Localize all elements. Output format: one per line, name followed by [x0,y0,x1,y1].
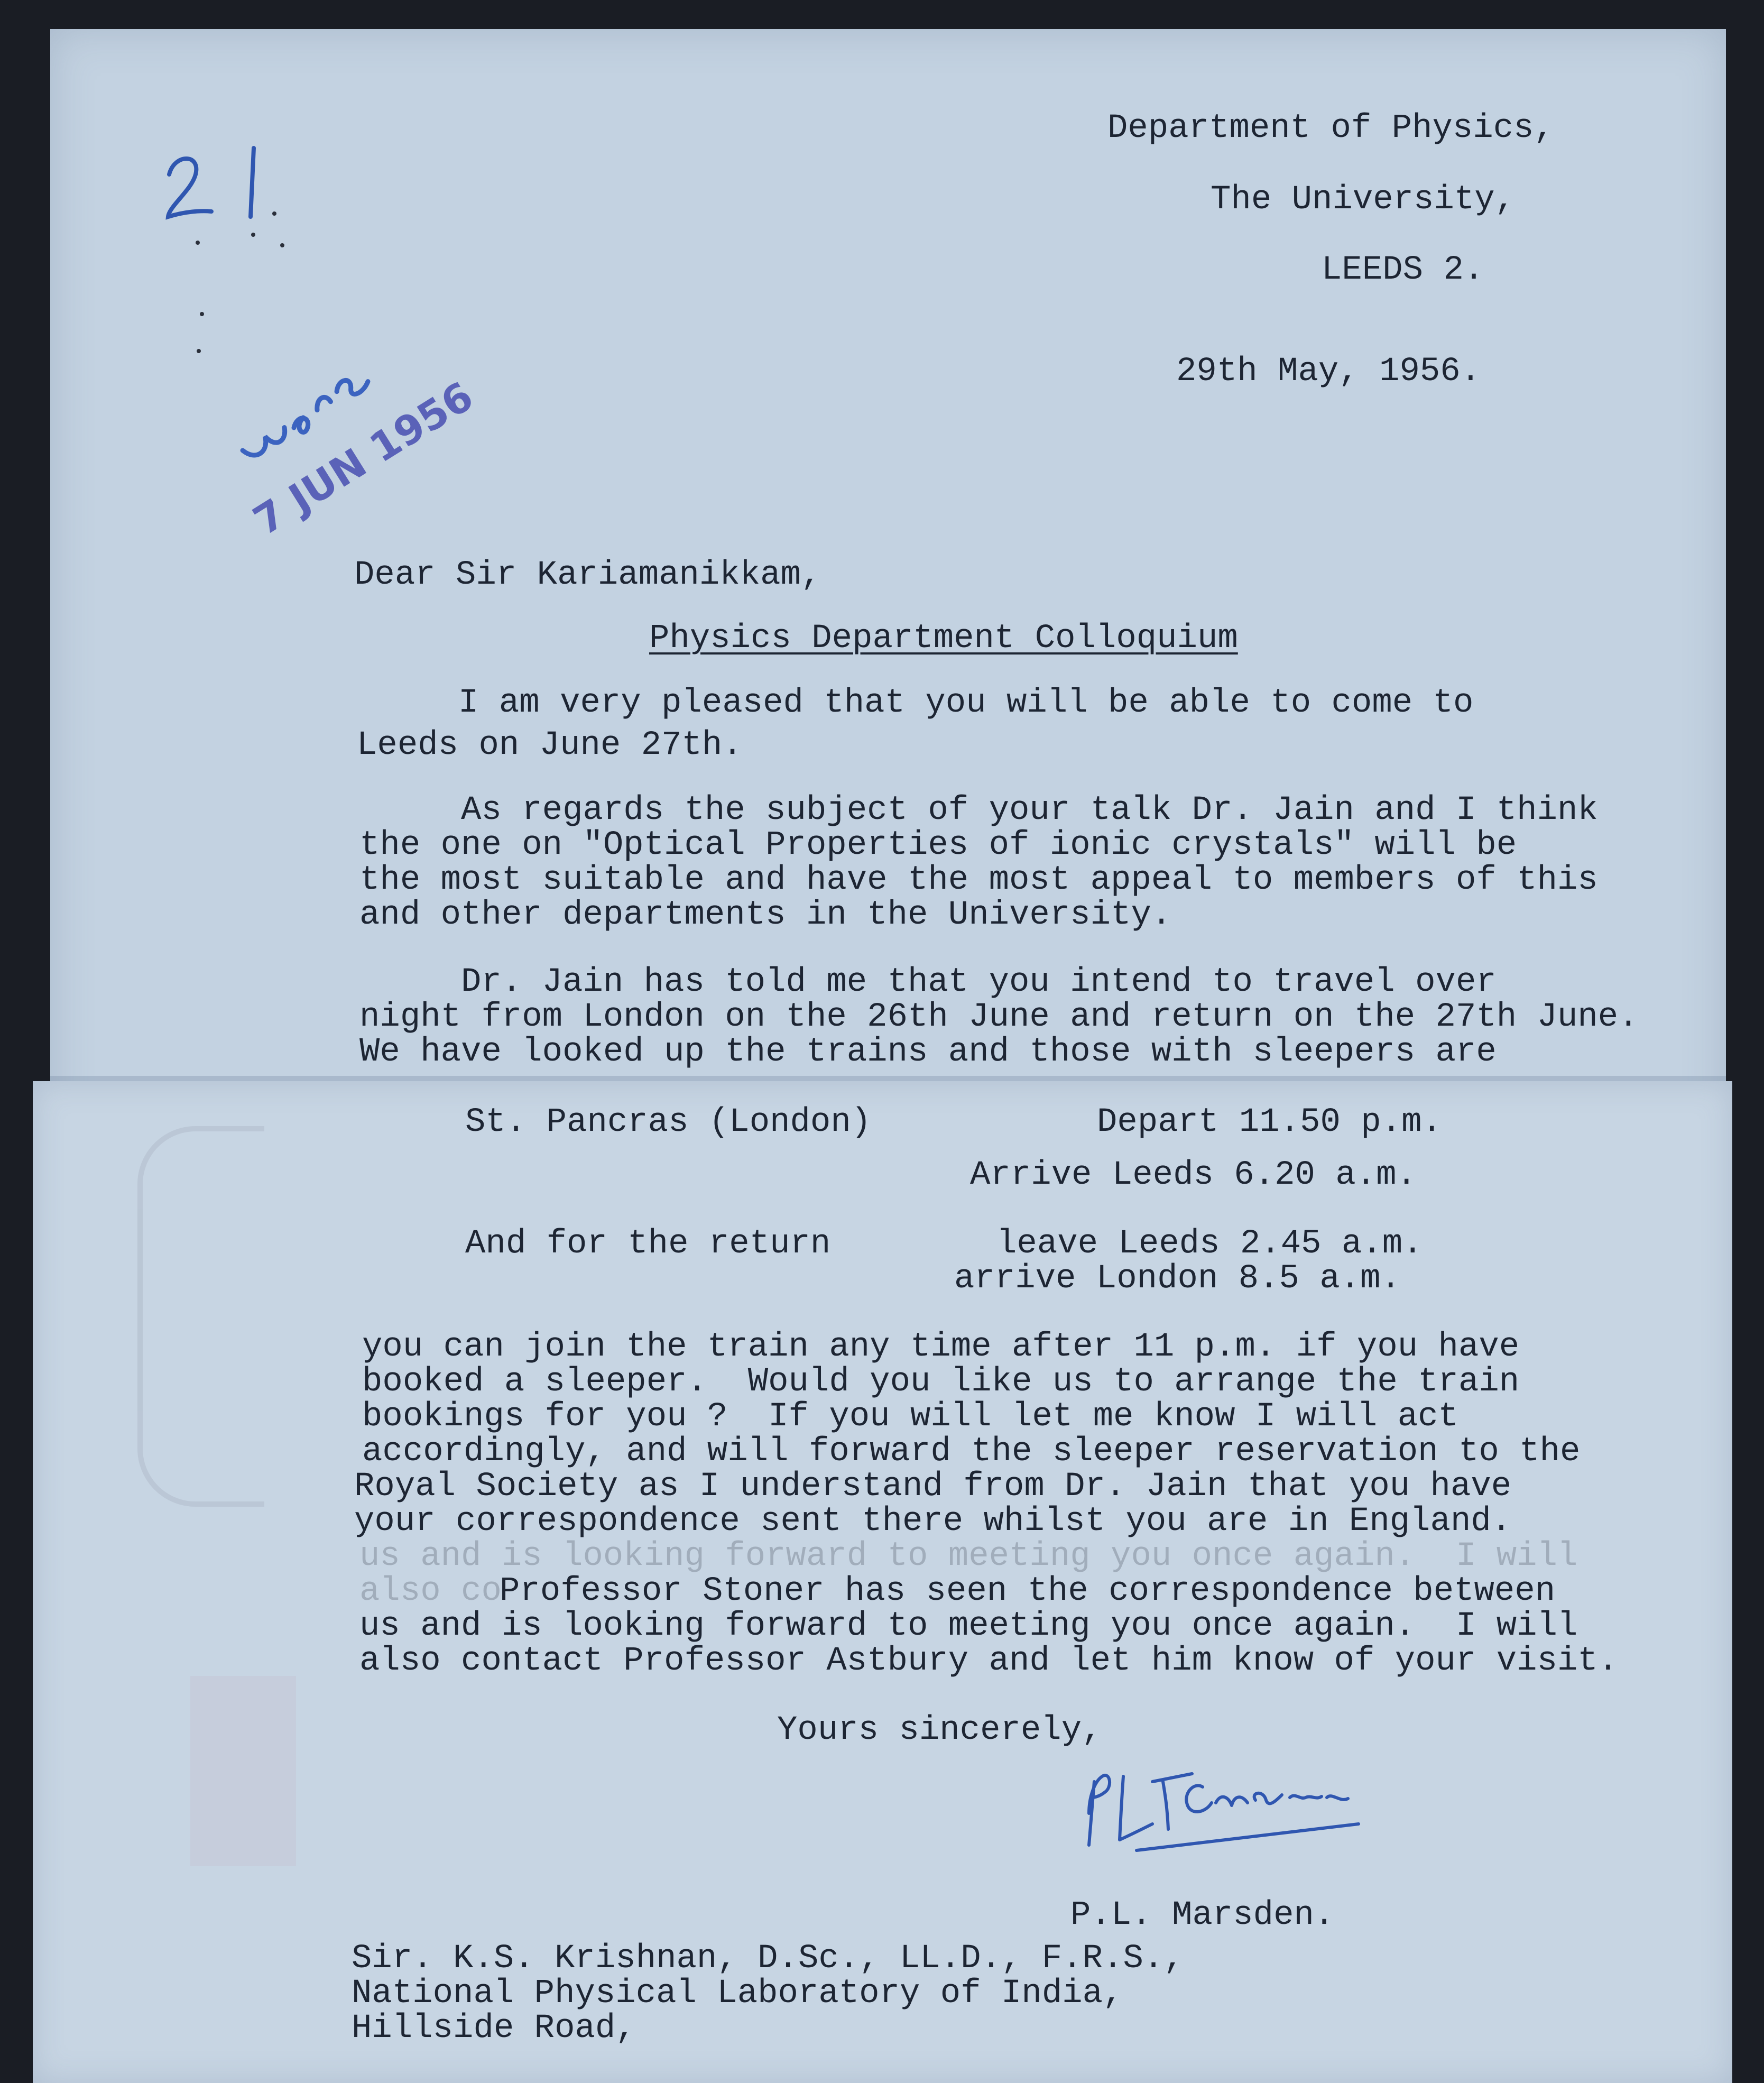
ghost-typing-line: us and is looking forward to meeting you once again. I will [359,1537,1578,1575]
fold-crease [50,1076,1726,1081]
body-line: As regards the subject of your talk Dr. Jain and I think [359,791,1598,829]
outbound-arrive-time: Arrive Leeds 6.20 a.m. [970,1156,1417,1194]
outbound-depart-time: Depart 11.50 p.m. [1097,1103,1442,1141]
letter-date: 29th May, 1956. [1176,353,1481,391]
salutation: Dear Sir Kariamanikkam, [354,556,821,594]
pin-mark [197,349,201,353]
body-line: We have looked up the trains and those with sleepers are [359,1033,1497,1071]
recipient-street: Hillside Road, [352,2010,636,2048]
body-line: night from London on the 26th June and return on the 27th June. [359,998,1639,1036]
return-leave-time: leave Leeds 2.45 a.m. [996,1225,1423,1263]
body-line: bookings for you ? If you will let me know I will act [362,1398,1458,1436]
sender-city: LEEDS 2. [1322,251,1484,289]
body-line: and other departments in the University. [359,896,1172,934]
sender-department: Department of Physics, [1107,109,1554,148]
signature [1073,1750,1390,1856]
body-line: your correspondence sent there whilst you are in England. [354,1503,1512,1541]
faint-stain [190,1676,296,1866]
body-line: also contact Professor Astbury and let him know of your visit. [359,1642,1619,1680]
recipient-institution: National Physical Laboratory of India, [352,1975,1123,2013]
stamp-date-text: 7 JUN 1956 [245,372,482,545]
show-through-mark [137,1126,264,1507]
recipient-name: Sir. K.S. Krishnan, D.Sc., LL.D., F.R.S., [352,1940,1184,1978]
subject-heading: Physics Department Colloquium [649,620,1238,658]
signatory-name: P.L. Marsden. [1070,1896,1335,1934]
return-label: And for the return [465,1225,831,1263]
closing: Yours sincerely, [777,1711,1102,1749]
handwritten-number-annotation [153,132,291,238]
return-arrive-time: arrive London 8.5 a.m. [954,1260,1401,1298]
body-line: you can join the train any time after 11 p.m. if you have [362,1328,1520,1366]
body-line: the one on "Optical Properties of ionic crystals" will be [359,826,1517,864]
outbound-station: St. Pancras (London) [465,1103,872,1141]
pin-mark [196,241,200,245]
body-line: accordingly, and will forward the sleeper reservation to the [362,1433,1581,1471]
body-line: booked a sleeper. Would you like us to arrange the train [362,1363,1520,1401]
ghost-typing-line: also co [359,1572,502,1610]
body-line: Royal Society as I understand from Dr. Jain that you have [354,1468,1512,1506]
body-line: Dr. Jain has told me that you intend to travel over [359,963,1497,1001]
pin-mark [280,243,284,247]
body-line: the most suitable and have the most appeal to members of this [359,861,1598,899]
body-line: Professor Stoner has seen the correspondence between [500,1572,1556,1610]
body-line: us and is looking forward to meeting you once again. I will [359,1607,1578,1645]
pin-mark [200,312,204,316]
sender-university: The University, [1211,181,1516,219]
body-line: Leeds on June 27th. [357,726,743,764]
body-line: I am very pleased that you will be able to come to [357,684,1474,722]
